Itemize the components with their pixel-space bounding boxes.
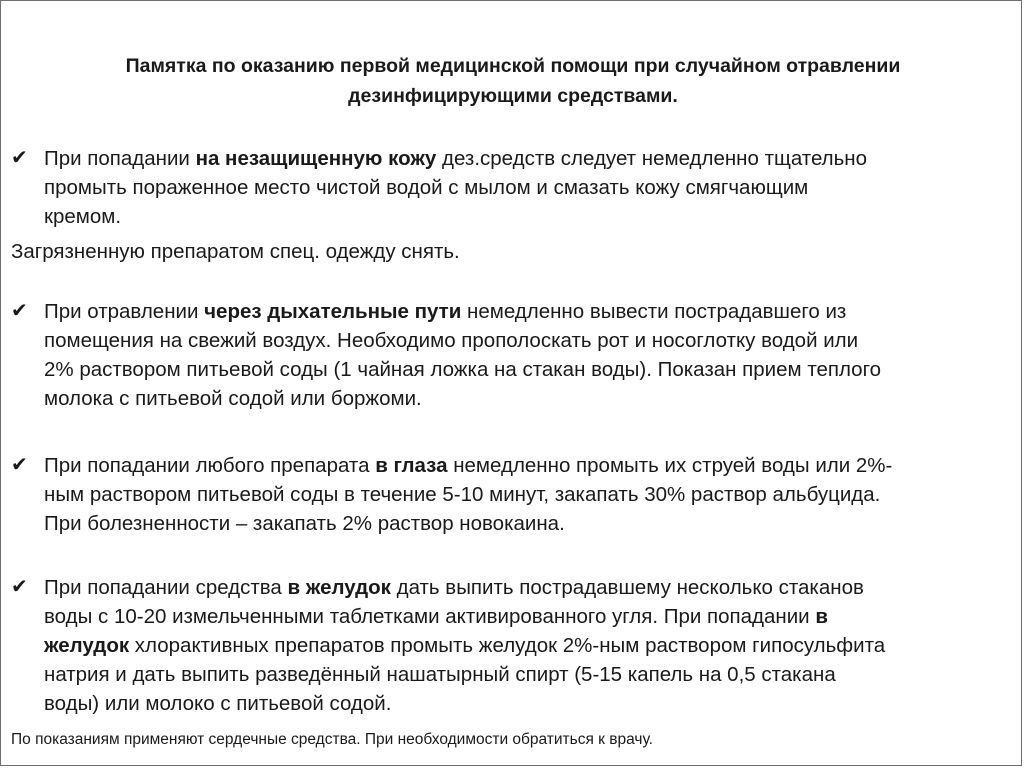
bullet-line: воды) или молоко с питьевой содой. [44, 692, 392, 715]
title-line-1: Памятка по оказанию первой медицинской помощи при случайном отравлении [125, 55, 901, 77]
bullet-line: помещения на свежий воздух. Необходимо прополоскать рот и носоглотку водой или [44, 329, 859, 352]
bullet-skin [11, 144, 1001, 231]
bullet-line: 2% раствором питьевой соды (1 чайная ложка на стакан воды). Показан прием теплого [44, 358, 881, 381]
clothing-note: Загрязненную препаратом спец. одежду снять. [11, 240, 460, 263]
bullet-text [44, 297, 1001, 413]
bullet-text [44, 451, 1001, 538]
check-mark-icon: ✔ [11, 454, 28, 476]
bullet-line: При отравлении через дыхательные пути немедленно вывести пострадавшего из [44, 300, 847, 323]
bullet-line: При попадании средства в желудок дать выпить пострадавшему несколько стаканов [44, 576, 864, 599]
footnote: По показаниям применяют сердечные средства. При необходимости обратиться к врачу. [11, 731, 653, 748]
page-title [41, 51, 985, 111]
bullet-line: кремом. [44, 205, 122, 228]
bullet-line: При попадании любого препарата в глаза немедленно промыть их струей воды или 2%- [44, 454, 893, 477]
bullet-line: воды с 10-20 измельченными таблетками активированного угля. При попадании в [44, 605, 828, 628]
title-line-2: дезинфицирующими средствами. [348, 85, 678, 107]
bullet-line: При попадании на незащищенную кожу дез.средств следует немедленно тщательно [44, 147, 868, 170]
check-mark-icon: ✔ [11, 576, 28, 598]
bullet-eyes [11, 451, 1001, 538]
bullet-line: При болезненности – закапать 2% раствор новокаина. [44, 512, 565, 535]
bullet-text [44, 144, 1001, 231]
bullet-line: промыть пораженное место чистой водой с мылом и смазать кожу смягчающим [44, 176, 809, 199]
bullet-line: натрия и дать выпить разведённый нашатырный спирт (5-15 капель на 0,5 стакана [44, 663, 836, 686]
check-mark-icon: ✔ [11, 300, 28, 322]
bullet-line: желудок хлорактивных препаратов промыть желудок 2%-ным раствором гипосульфита [44, 634, 886, 657]
bullet-stomach [11, 573, 1001, 718]
check-mark-icon: ✔ [11, 147, 28, 169]
bullet-line: ным раствором питьевой соды в течение 5-10 минут, закапать 30% раствор альбуцида. [44, 483, 881, 506]
bullet-text [44, 573, 1001, 718]
bullet-respiratory [11, 297, 1001, 413]
bullet-line: молока с питьевой содой или боржоми. [44, 387, 422, 410]
